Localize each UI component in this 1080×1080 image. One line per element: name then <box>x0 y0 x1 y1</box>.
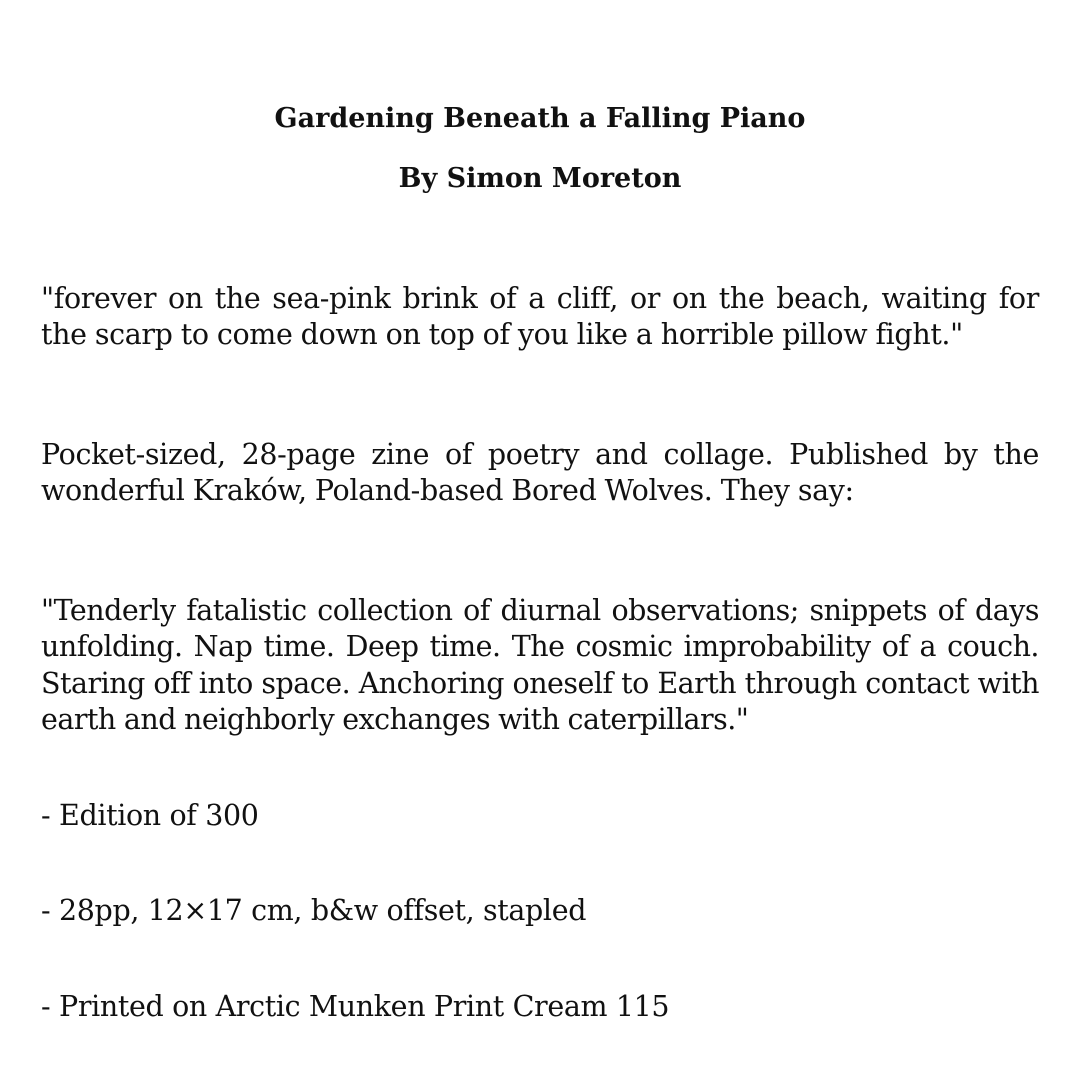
product-description: Pocket-sized, 28-page zine of poetry and collage. Published by the wonderful Kraków, Poland-based Bored Wolves. They say: <box>41 438 1039 508</box>
author-byline: By Simon Moreton <box>398 163 682 194</box>
detail-paper: - Printed on Arctic Munken Print Cream 115 <box>41 990 670 1023</box>
excerpt-quote: "forever on the sea-pink brink of a cliff, or on the beach, waiting for the scarp to come down on top of you like a horrible pillow fight." <box>41 282 1039 352</box>
publisher-quote: "Tenderly fatalistic collection of diurnal observations; snippets of days unfolding. Nap time. Deep time. The cosmic improbability of a couch. Staring off into space. Anchoring oneself to Earth through contact with earth and neighborly exchanges with caterpillars." <box>41 594 1039 736</box>
detail-format: - 28pp, 12×17 cm, b&w offset, stapled <box>41 894 587 927</box>
detail-edition: - Edition of 300 <box>41 799 259 832</box>
page-title: Gardening Beneath a Falling Piano <box>274 103 806 134</box>
